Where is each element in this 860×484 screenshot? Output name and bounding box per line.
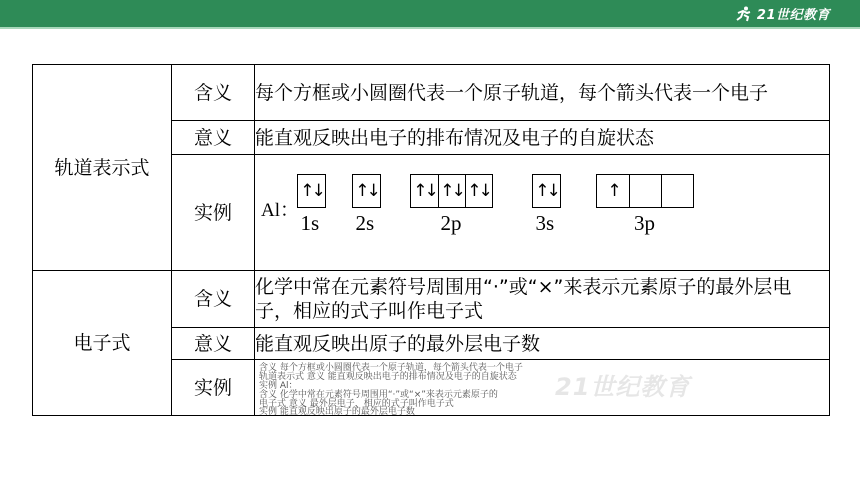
thumbnail-line: 实例 Al： <box>259 380 298 391</box>
thumbnail-line: 电子式 意义 最外层电子，相应的式子叫作电子式 <box>259 398 454 409</box>
thumbnail-line: 含义 化学中常在元素符号周围用“·”或“×”来表示元素原子的 <box>259 389 498 400</box>
orbital-label: 2p <box>440 210 462 235</box>
orbital-cell: ↑↓ <box>300 180 323 201</box>
row-label: 意义 <box>172 121 255 155</box>
thumbnail-line: 轨道表示式 意义 能直观反映出电子的排布情况及电子的自旋状态 <box>259 371 517 382</box>
orbital-cell: ↑↓ <box>535 180 558 201</box>
orbital-box-2p <box>410 174 493 208</box>
row-label: 实例 <box>172 360 255 416</box>
orbital-cell: ↑↓ <box>411 175 439 207</box>
example-thumbnail <box>255 361 829 415</box>
row-value: 能直观反映出电子的排布情况及电子的自旋状态 <box>255 121 830 155</box>
table-row <box>33 271 830 328</box>
logo-text: 21世纪教育 <box>756 8 830 23</box>
watermark-text: 21世纪教育 <box>555 372 691 401</box>
orbital-cell: ↑↓ <box>355 180 378 201</box>
row-label: 含义 <box>172 65 255 121</box>
orbital-cell: ↑↓ <box>438 175 466 207</box>
orbital-example <box>255 155 830 271</box>
orbital-label: 1s <box>300 210 320 235</box>
orbital-box-2s <box>352 174 381 208</box>
orbital-box-3p <box>596 174 694 208</box>
brand-logo <box>735 4 830 23</box>
orbital-label: 3p <box>634 210 655 235</box>
electron-formula-example <box>255 360 830 416</box>
orbital-cell <box>661 175 693 207</box>
runner-logo-icon <box>735 6 753 22</box>
header-divider <box>0 27 860 29</box>
orbital-cell <box>629 175 662 207</box>
table-row <box>33 65 830 121</box>
row-value: 每个方框或小圆圈代表一个原子轨道，每个箭头代表一个电子 <box>255 65 830 121</box>
orbital-label: 3s <box>535 210 555 235</box>
orbital-box-1s <box>297 174 326 208</box>
orbital-cell: ↑ <box>597 175 630 207</box>
example-prefix: Al： <box>261 199 300 221</box>
row-label: 含义 <box>172 271 255 328</box>
comparison-table <box>32 64 830 416</box>
orbital-label: 2s <box>355 210 375 235</box>
row-label: 实例 <box>172 155 255 271</box>
orbital-box-3s <box>532 174 561 208</box>
row-label: 意义 <box>172 328 255 360</box>
row-value: 能直观反映出原子的最外层电子数 <box>255 328 830 360</box>
section-label-orbital: 轨道表示式 <box>33 65 172 271</box>
row-value: 化学中常在元素符号周围用“·”或“×”来表示元素原子的最外层电子，相应的式子叫作电子式 <box>255 271 830 328</box>
orbital-cell: ↑↓ <box>467 180 490 201</box>
thumbnail-line: 实例 能直观反映出原子的最外层电子数 <box>259 406 415 415</box>
header-bar <box>0 0 860 27</box>
section-label-electron-formula: 电子式 <box>33 271 172 416</box>
thumbnail-line: 含义 每个方框或小圆圈代表一个原子轨道，每个箭头代表一个电子 <box>259 362 523 373</box>
